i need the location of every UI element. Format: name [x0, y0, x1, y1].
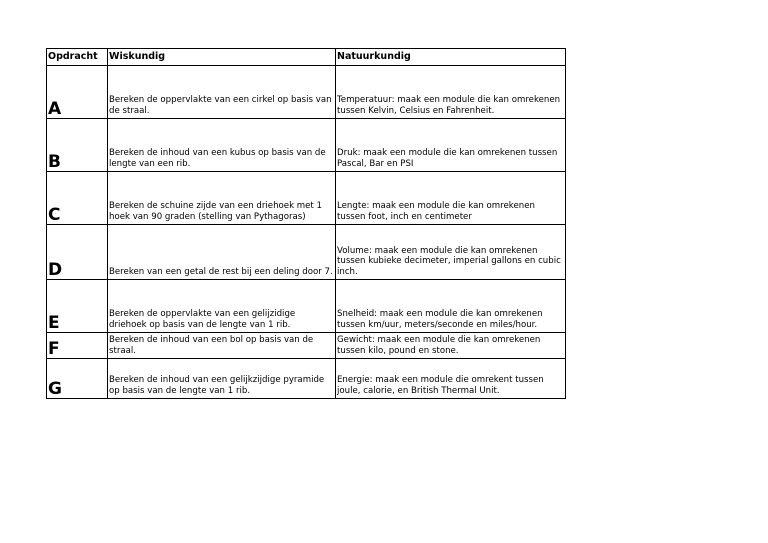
wiskundig-cell: Bereken van een getal de rest bij een deling door 7.: [108, 225, 336, 280]
table-row: [47, 333, 566, 359]
wiskundig-cell: Bereken de inhoud van een gelijkzijdige pyramide op basis van de lengte van 1 rib.: [108, 359, 336, 399]
assignment-letter: A: [47, 66, 108, 119]
wiskundig-cell: Bereken de oppervlakte van een gelijzidige driehoek op basis van de lengte van 1 rib.: [108, 280, 336, 333]
natuurkundig-cell: Lengte: maak een module die kan omrekenen tussen foot, inch en centimeter: [336, 172, 566, 225]
natuurkundig-cell: Druk: maak een module die kan omrekenen tussen Pascal, Bar en PSI: [336, 119, 566, 172]
wiskundig-cell: Bereken de schuine zijde van een driehoek met 1 hoek van 90 graden (stelling van Pythagoras): [108, 172, 336, 225]
table-row: [47, 225, 566, 280]
assignment-letter: F: [47, 333, 108, 359]
assignment-letter: C: [47, 172, 108, 225]
wiskundig-cell: Bereken de inhoud van een bol op basis van de straal.: [108, 333, 336, 359]
table-row: [47, 359, 566, 399]
natuurkundig-cell: Snelheid: maak een module die kan omrekenen tussen km/uur, meters/seconde en miles/hour.: [336, 280, 566, 333]
natuurkundig-cell: Volume: maak een module die kan omrekenen tussen kubieke decimeter, imperial gallons en cubic inch.: [336, 225, 566, 280]
header-opdracht: Opdracht: [47, 49, 108, 66]
assignment-letter: E: [47, 280, 108, 333]
assignment-letter: D: [47, 225, 108, 280]
assignment-letter: B: [47, 119, 108, 172]
natuurkundig-cell: Temperatuur: maak een module die kan omrekenen tussen Kelvin, Celsius en Fahrenheit.: [336, 66, 566, 119]
header-row: [47, 49, 566, 66]
assignments-table: [46, 48, 566, 399]
table-row: [47, 66, 566, 119]
natuurkundig-cell: Gewicht: maak een module die kan omrekenen tussen kilo, pound en stone.: [336, 333, 566, 359]
table-row: [47, 280, 566, 333]
header-natuurkundig: Natuurkundig: [336, 49, 566, 66]
table-row: [47, 172, 566, 225]
table-row: [47, 119, 566, 172]
natuurkundig-cell: Energie: maak een module die omrekent tussen joule, calorie, en British Thermal Unit.: [336, 359, 566, 399]
header-wiskundig: Wiskundig: [108, 49, 336, 66]
wiskundig-cell: Bereken de inhoud van een kubus op basis van de lengte van een rib.: [108, 119, 336, 172]
assignment-letter: G: [47, 359, 108, 399]
wiskundig-cell: Bereken de oppervlakte van een cirkel op basis van de straal.: [108, 66, 336, 119]
